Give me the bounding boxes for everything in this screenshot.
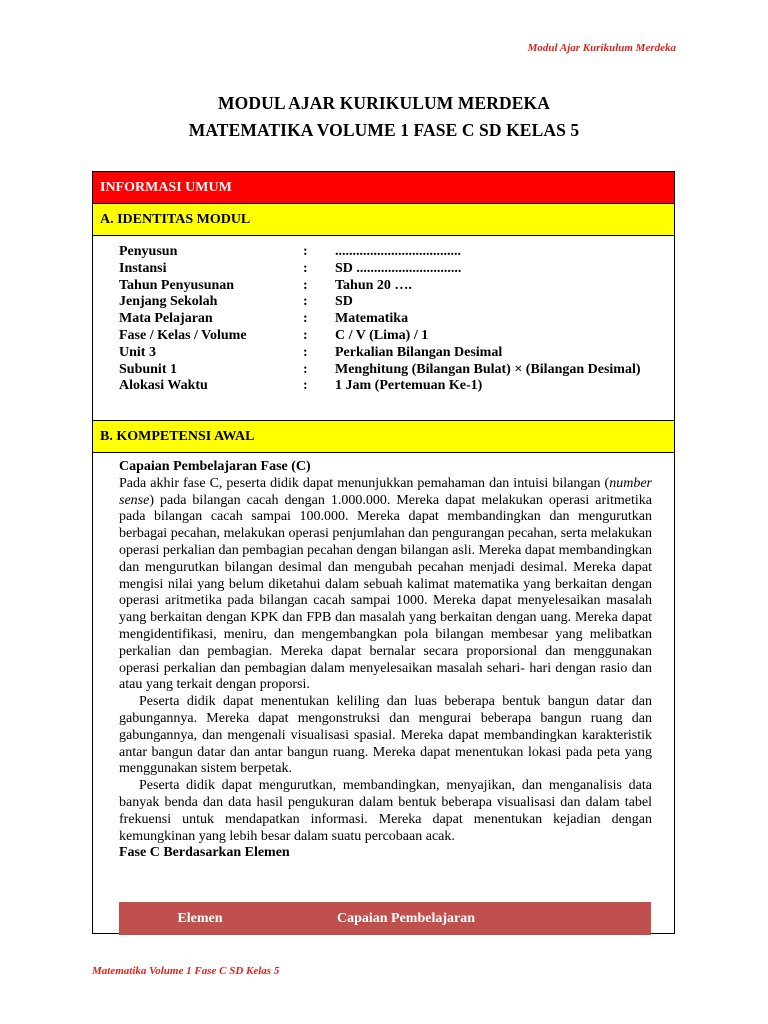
identitas-label: Tahun Penyusunan xyxy=(119,277,235,293)
paragraph-1-start: Pada akhir fase C, peserta didik dapat menunjukkan pemahaman dan intuisi bilangan ( xyxy=(119,475,610,491)
identitas-label: Alokasi Waktu xyxy=(119,378,208,394)
identitas-colon: : xyxy=(303,361,308,377)
identitas-row xyxy=(119,311,651,328)
section-kompetensi-awal xyxy=(93,420,674,453)
identitas-colon: : xyxy=(303,327,308,343)
identitas-value: Tahun 20 …. xyxy=(335,277,412,293)
identitas-colon: : xyxy=(303,344,308,360)
identitas-label: Jenjang Sekolah xyxy=(119,294,218,310)
paragraph-1-italic-term: number sense xyxy=(119,475,652,508)
paragraph-1-end: ) pada bilangan cacah dengan 1.000.000. Mereka dapat melakukan operasi aritmetika pada bilangan cacah sampai 100.000. Mereka dapat membandingkan dan mengurutkan berbagai pecahan, melakukan operasi penjumlahan dan pengurangan pecahan, serta melakukan operasi perkalian dan pembagian pecahan dengan bilangan asli. Mereka dapat membandingkan dan mengurutkan bilangan desimal dan mengubah pecahan menjadi desimal. Mereka dapat mengisi nilai yang belum diketahui dalam sebuah kalimat matematika yang berkaitan dengan operasi aritmetika pada bilangan cacah sampai 1000. Mereka dapat menyelesaikan masalah yang berkaitan dengan KPK dan FPB dan masalah yang berkaitan dengan uang. Mereka dapat mengidentifikasi, meniru, dan mengembangkan pola bilangan membesar yang melibatkan perkalian dan pembagian. Mereka dapat bernalar secara proporsional dan menggunakan operasi perkalian dan pembagian dalam menyelesaikan masalah sehari- hari dengan rasio dan atau yang terkait dengan proporsi. xyxy=(119,492,652,693)
identitas-value: Matematika xyxy=(335,311,409,327)
capaian-column-header: Capaian Pembelajaran xyxy=(336,910,476,926)
identitas-row xyxy=(119,345,651,362)
identitas-colon: : xyxy=(303,311,308,327)
document-title-line-2: MATEMATIKA VOLUME 1 FASE C SD KELAS 5 xyxy=(188,120,580,140)
identitas-value: C / V (Lima) / 1 xyxy=(335,327,429,343)
capaian-paragraph-2: Peserta didik dapat menentukan keliling dan luas beberapa bentuk bangun datar dan gabungannya. Mereka dapat mengonstruksi dan mengurai beberapa bangun ruang dan gabungannya, dan mengenali visualisasi spasial. Mereka dapat membandingkan karakteristik antar bangun datar dan antar bangun ruang. Mereka dapat menentukan lokasi pada peta yang menggunakan sistem berpetak. xyxy=(119,694,652,777)
identitas-value: Perkalian Bilangan Desimal xyxy=(335,344,503,360)
identitas-row xyxy=(119,261,651,278)
identitas-label: Mata Pelajaran xyxy=(119,311,213,327)
kompetensi-content xyxy=(119,459,652,862)
identitas-row xyxy=(119,328,651,345)
running-footer: Matematika Volume 1 Fase C SD Kelas 5 xyxy=(92,965,280,977)
elemen-column-header: Elemen xyxy=(177,910,223,926)
capaian-paragraph-1 xyxy=(119,476,652,694)
identitas-value: Menghitung (Bilangan Bulat) × (Bilangan Desimal) xyxy=(335,361,641,377)
running-header: Modul Ajar Kurikulum Merdeka xyxy=(527,42,676,54)
identitas-label: Unit 3 xyxy=(119,344,156,360)
section-general-info xyxy=(93,172,674,204)
document-title-line-1: MODUL AJAR KURIKULUM MERDEKA xyxy=(218,93,550,113)
elemen-heading: Fase C Berdasarkan Elemen xyxy=(119,845,290,861)
section-general-info-label: INFORMASI UMUM xyxy=(100,179,232,195)
identitas-label: Fase / Kelas / Volume xyxy=(119,327,247,343)
section-identitas-modul-label: A. IDENTITAS MODUL xyxy=(100,211,251,227)
capaian-paragraph-3: Peserta didik dapat mengurutkan, membandingkan, menyajikan, dan menganalisis data banyak benda dan data hasil pengukuran dalam bentuk beberapa visualisasi dan dalam tabel frekuensi untuk mendapatkan informasi. Mereka dapat menentukan kejadian dengan kemungkinan yang lebih besar dalam suatu percobaan acak. xyxy=(119,778,652,844)
identitas-colon: : xyxy=(303,277,308,293)
identitas-label: Instansi xyxy=(119,260,167,276)
identitas-row xyxy=(119,278,651,295)
section-identitas-modul xyxy=(93,204,674,236)
identitas-value: 1 Jam (Pertemuan Ke-1) xyxy=(335,378,483,394)
identitas-colon: : xyxy=(303,260,308,276)
identitas-colon: : xyxy=(303,378,308,394)
identitas-row xyxy=(119,378,651,395)
elemen-table-header xyxy=(119,902,651,935)
identitas-list xyxy=(119,244,651,395)
capaian-heading: Capaian Pembelajaran Fase (C) xyxy=(119,459,311,474)
identitas-colon: : xyxy=(303,294,308,310)
identitas-value: SD xyxy=(335,294,353,310)
module-info-frame xyxy=(92,171,675,934)
section-kompetensi-awal-label: B. KOMPETENSI AWAL xyxy=(100,428,255,444)
identitas-row xyxy=(119,362,651,379)
identitas-row xyxy=(119,294,651,311)
identitas-colon: : xyxy=(303,244,308,259)
identitas-label: Penyusun xyxy=(119,244,178,259)
identitas-label: Subunit 1 xyxy=(119,361,177,377)
identitas-value: .................................... xyxy=(335,244,461,259)
identitas-row xyxy=(119,244,651,261)
identitas-value: SD .............................. xyxy=(335,260,462,276)
